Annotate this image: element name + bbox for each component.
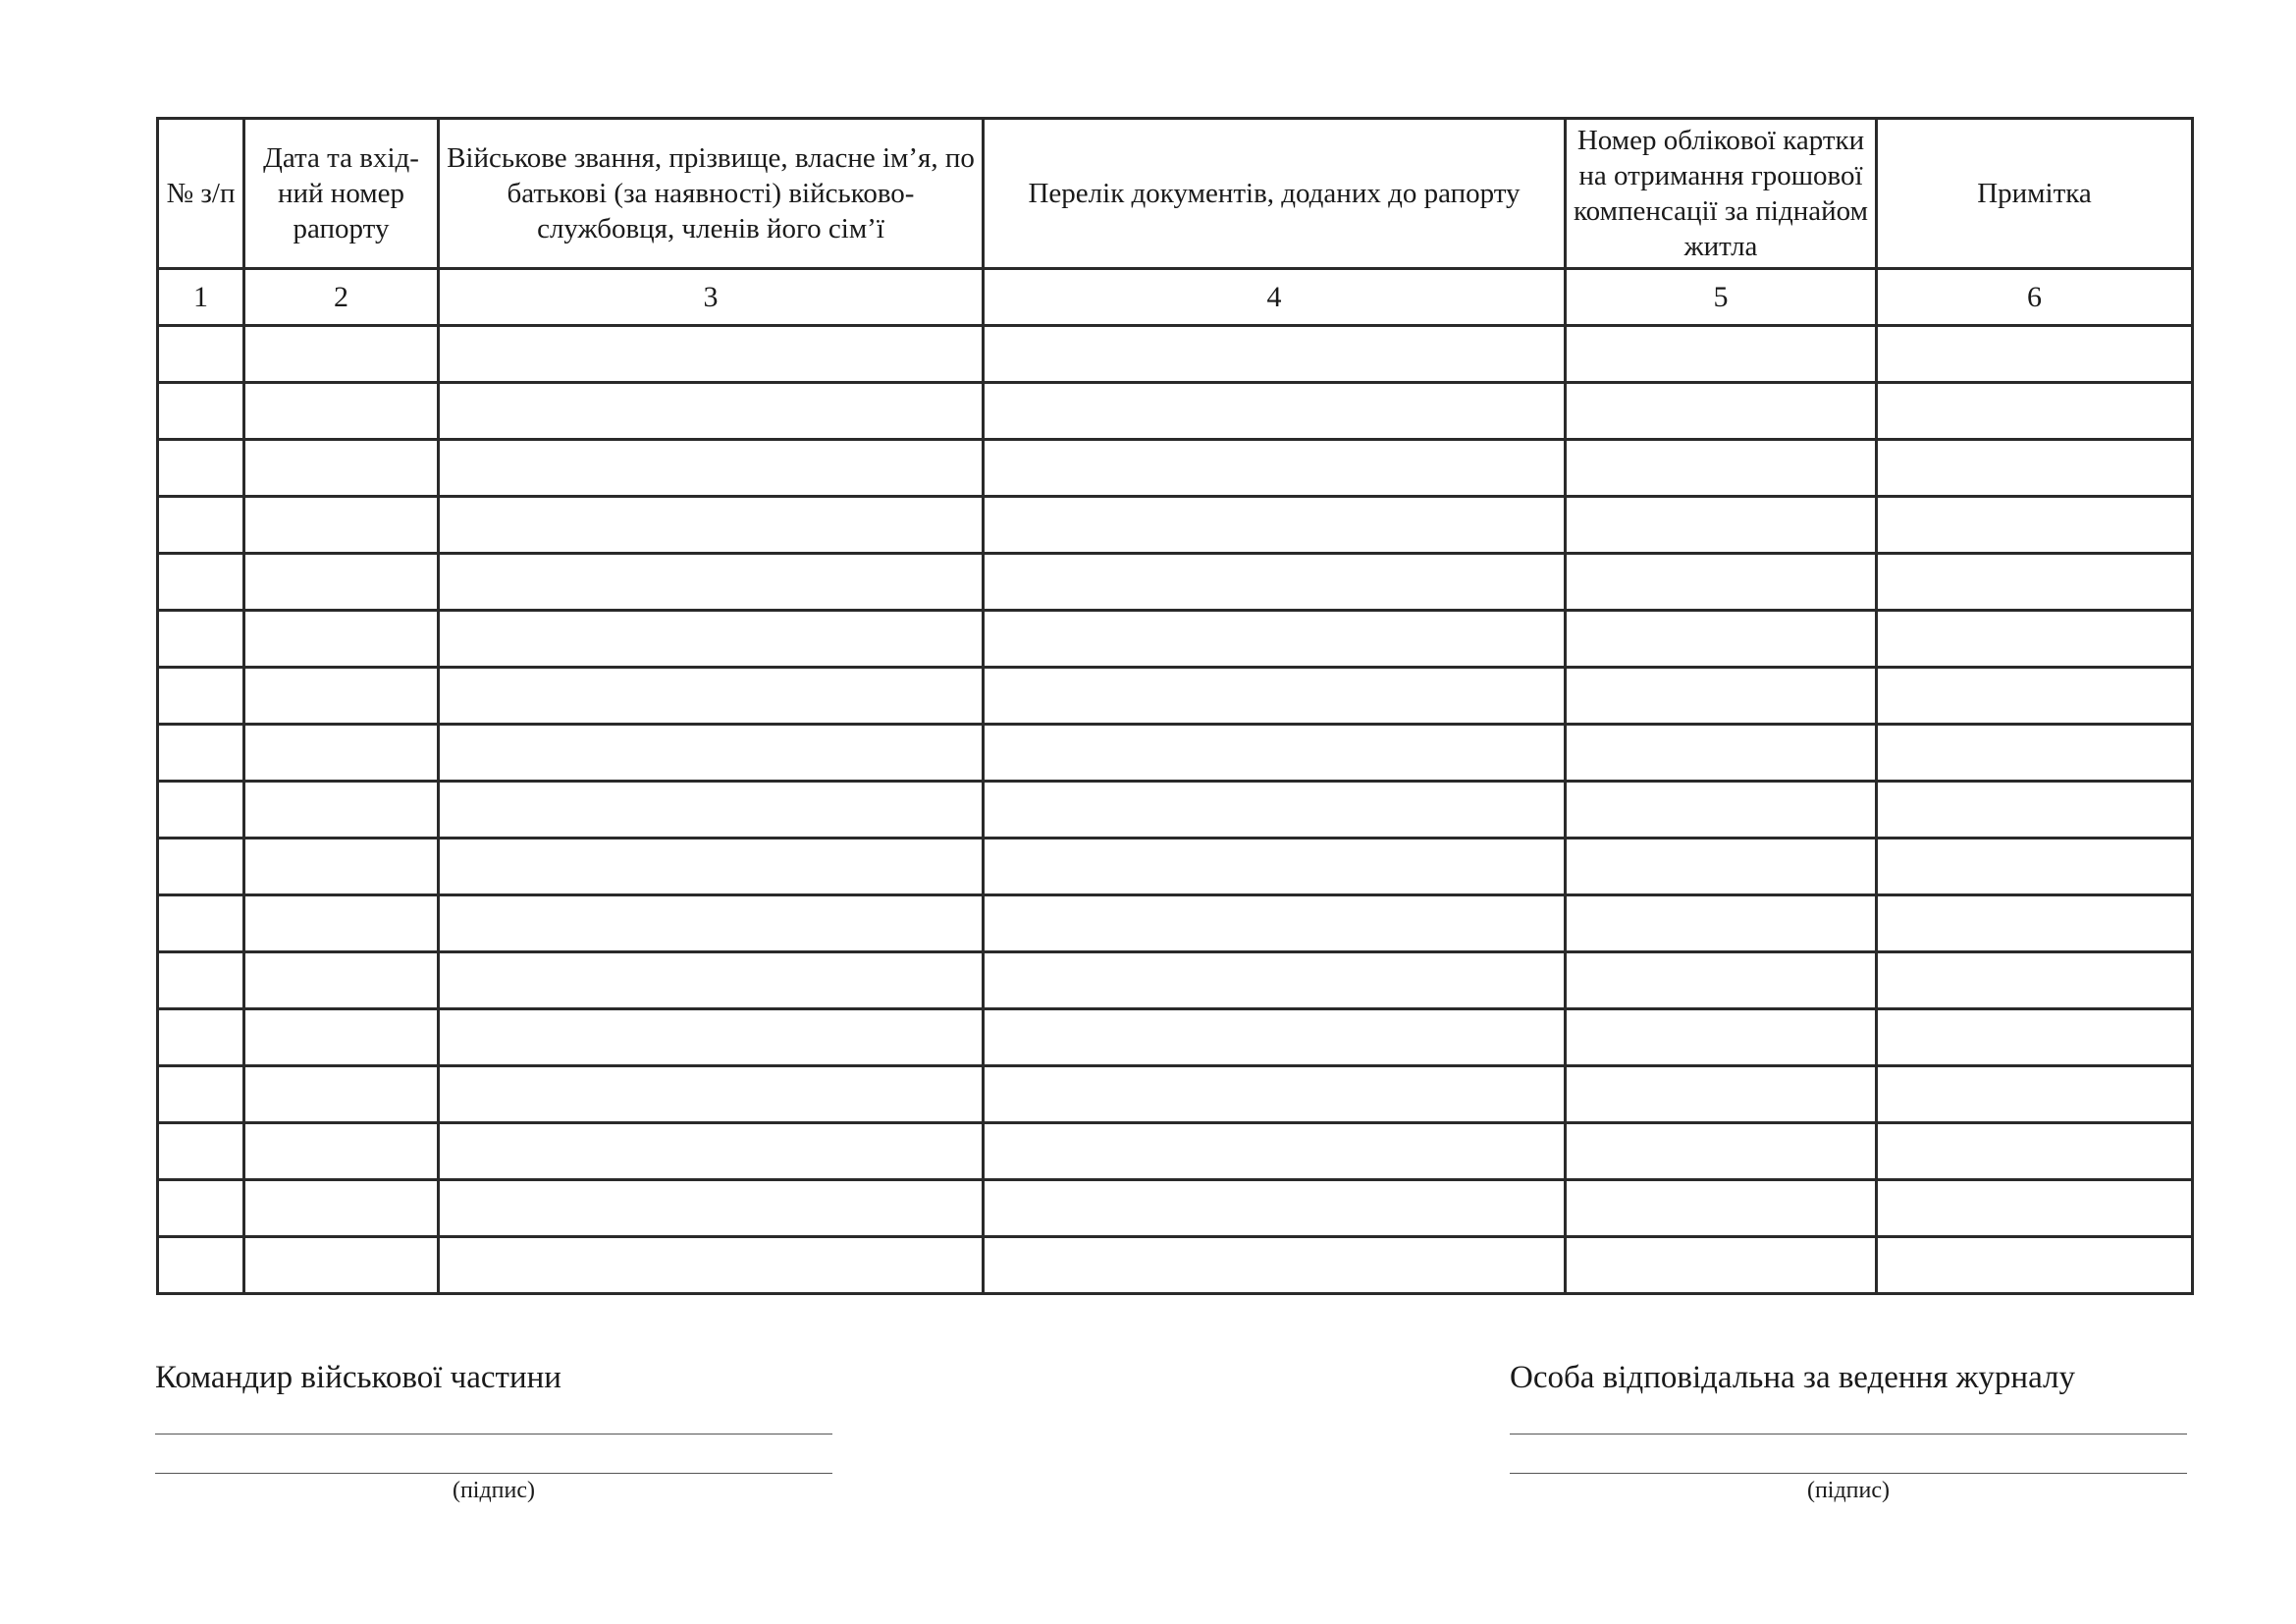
table-cell[interactable]: [244, 1066, 439, 1123]
table-cell[interactable]: [1877, 725, 2193, 782]
table-cell[interactable]: [439, 839, 984, 895]
table-cell[interactable]: [244, 725, 439, 782]
table-cell[interactable]: [244, 440, 439, 497]
table-cell[interactable]: [158, 326, 244, 383]
table-row: [158, 1066, 2193, 1123]
table-row: [158, 952, 2193, 1009]
table-cell[interactable]: [244, 326, 439, 383]
table-cell[interactable]: [439, 952, 984, 1009]
table-cell[interactable]: [439, 1180, 984, 1237]
table-cell[interactable]: [1877, 668, 2193, 725]
table-row: [158, 668, 2193, 725]
table-cell[interactable]: [158, 383, 244, 440]
table-row: [158, 1009, 2193, 1066]
table-cell[interactable]: [158, 1066, 244, 1123]
table-cell[interactable]: [439, 554, 984, 611]
column-number: 4: [984, 269, 1566, 326]
column-header-serviceman: Військове звання, прізвище, власне ім’я, по батькові (за наявності) військово-службовця, членів його сім’ї: [439, 119, 984, 269]
signature-caption: (підпис): [1806, 1478, 1891, 1503]
table-cell[interactable]: [244, 554, 439, 611]
table-row: [158, 782, 2193, 839]
table-cell[interactable]: [1566, 1237, 1877, 1294]
journal-table: [156, 117, 2194, 1295]
table-cell[interactable]: [1877, 383, 2193, 440]
table-cell[interactable]: [1566, 895, 1877, 952]
table-row: [158, 326, 2193, 383]
table-cell[interactable]: [158, 1180, 244, 1237]
table-cell[interactable]: [1877, 440, 2193, 497]
table-cell[interactable]: [439, 895, 984, 952]
table-cell[interactable]: [244, 1123, 439, 1180]
table-cell[interactable]: [984, 668, 1566, 725]
table-cell[interactable]: [1566, 782, 1877, 839]
column-number-row: [158, 269, 2193, 326]
commander-title: Командир військової частини: [155, 1360, 561, 1395]
table-cell[interactable]: [1877, 1180, 2193, 1237]
responsible-person-title: Особа відповідальна за ведення журналу: [1510, 1360, 2076, 1395]
table-cell[interactable]: [984, 782, 1566, 839]
table-cell[interactable]: [1877, 611, 2193, 668]
signature-caption: (підпис): [452, 1478, 536, 1503]
table-cell[interactable]: [244, 1237, 439, 1294]
table-cell[interactable]: [439, 611, 984, 668]
table-cell[interactable]: [1877, 554, 2193, 611]
table-cell[interactable]: [1566, 1180, 1877, 1237]
table-cell[interactable]: [244, 383, 439, 440]
table-cell[interactable]: [1877, 497, 2193, 554]
table-cell[interactable]: [244, 839, 439, 895]
table-cell[interactable]: [1566, 440, 1877, 497]
table-cell[interactable]: [984, 1009, 1566, 1066]
table-cell[interactable]: [1877, 839, 2193, 895]
table-cell[interactable]: [1566, 1066, 1877, 1123]
table-cell[interactable]: [244, 895, 439, 952]
table-cell[interactable]: [439, 1123, 984, 1180]
signature-line[interactable]: [1510, 1473, 2187, 1474]
table-row: [158, 611, 2193, 668]
table-cell[interactable]: [984, 952, 1566, 1009]
table-cell[interactable]: [1566, 383, 1877, 440]
table-cell[interactable]: [984, 440, 1566, 497]
table-cell[interactable]: [158, 952, 244, 1009]
table-cell[interactable]: [158, 782, 244, 839]
column-header-documents: Перелік документів, доданих до рапорту: [984, 119, 1566, 269]
table-cell[interactable]: [439, 725, 984, 782]
table-cell[interactable]: [984, 326, 1566, 383]
table-cell[interactable]: [439, 497, 984, 554]
table-cell[interactable]: [984, 895, 1566, 952]
column-header-note: Примітка: [1877, 119, 2193, 269]
table-cell[interactable]: [1877, 1009, 2193, 1066]
column-header-card-number: Номер облікової картки на отримання грошової компенсації за піднайом житла: [1566, 119, 1877, 269]
table-cell[interactable]: [984, 839, 1566, 895]
column-number: 3: [439, 269, 984, 326]
table-cell[interactable]: [439, 383, 984, 440]
table-cell[interactable]: [244, 1180, 439, 1237]
table-cell[interactable]: [1566, 1123, 1877, 1180]
table-cell[interactable]: [1877, 1123, 2193, 1180]
signature-line[interactable]: [1510, 1434, 2187, 1435]
table-cell[interactable]: [984, 383, 1566, 440]
table-cell[interactable]: [1566, 952, 1877, 1009]
table-cell[interactable]: [1877, 1066, 2193, 1123]
table-cell[interactable]: [158, 1237, 244, 1294]
table-cell[interactable]: [439, 782, 984, 839]
table-cell[interactable]: [158, 554, 244, 611]
table-header-row: [158, 119, 2193, 269]
table-row: [158, 554, 2193, 611]
table-cell[interactable]: [158, 1009, 244, 1066]
table-cell[interactable]: [1566, 497, 1877, 554]
table-cell[interactable]: [984, 1066, 1566, 1123]
column-number: 5: [1566, 269, 1877, 326]
table-cell[interactable]: [1877, 1237, 2193, 1294]
table-row: [158, 895, 2193, 952]
table-row: [158, 383, 2193, 440]
table-row: [158, 1237, 2193, 1294]
commander-signature-block: [155, 1358, 832, 1503]
responsible-person-signature-block: [1510, 1358, 2187, 1503]
table-row: [158, 1123, 2193, 1180]
table-row: [158, 440, 2193, 497]
table-cell[interactable]: [1566, 668, 1877, 725]
table-row: [158, 839, 2193, 895]
table-cell[interactable]: [439, 668, 984, 725]
table-cell[interactable]: [158, 440, 244, 497]
table-cell[interactable]: [984, 611, 1566, 668]
column-number: 2: [244, 269, 439, 326]
table-cell[interactable]: [244, 611, 439, 668]
column-header-date: Дата та вхід-ний номер рапорту: [244, 119, 439, 269]
table-cell[interactable]: [984, 554, 1566, 611]
table-cell[interactable]: [1566, 839, 1877, 895]
table-cell[interactable]: [439, 440, 984, 497]
table-cell[interactable]: [158, 725, 244, 782]
table-cell[interactable]: [244, 952, 439, 1009]
table-cell[interactable]: [1566, 1009, 1877, 1066]
table-cell[interactable]: [1877, 895, 2193, 952]
table-cell[interactable]: [439, 1066, 984, 1123]
table-cell[interactable]: [984, 1123, 1566, 1180]
table-row: [158, 497, 2193, 554]
table-cell[interactable]: [244, 668, 439, 725]
table-cell[interactable]: [244, 782, 439, 839]
signature-line[interactable]: [155, 1434, 832, 1435]
table-cell[interactable]: [439, 1237, 984, 1294]
column-number: 6: [1877, 269, 2193, 326]
table-cell[interactable]: [439, 1009, 984, 1066]
table-cell[interactable]: [1566, 554, 1877, 611]
table-cell[interactable]: [158, 839, 244, 895]
table-cell[interactable]: [244, 497, 439, 554]
table-row: [158, 725, 2193, 782]
table-cell[interactable]: [244, 1009, 439, 1066]
table-cell[interactable]: [158, 1123, 244, 1180]
table-cell[interactable]: [1877, 326, 2193, 383]
table-cell[interactable]: [158, 895, 244, 952]
signature-line[interactable]: [155, 1473, 832, 1474]
table-cell[interactable]: [439, 326, 984, 383]
table-cell[interactable]: [1877, 952, 2193, 1009]
table-cell[interactable]: [984, 1180, 1566, 1237]
table-body: [158, 326, 2193, 1294]
table-cell[interactable]: [1566, 326, 1877, 383]
table-cell[interactable]: [158, 668, 244, 725]
table-cell[interactable]: [984, 1237, 1566, 1294]
table-cell[interactable]: [1566, 611, 1877, 668]
table-cell[interactable]: [1877, 782, 2193, 839]
column-header-index: № з/п: [158, 119, 244, 269]
table-cell[interactable]: [1566, 725, 1877, 782]
table-cell[interactable]: [984, 497, 1566, 554]
column-number: 1: [158, 269, 244, 326]
table-cell[interactable]: [984, 725, 1566, 782]
table-row: [158, 1180, 2193, 1237]
table-cell[interactable]: [158, 497, 244, 554]
table-cell[interactable]: [158, 611, 244, 668]
